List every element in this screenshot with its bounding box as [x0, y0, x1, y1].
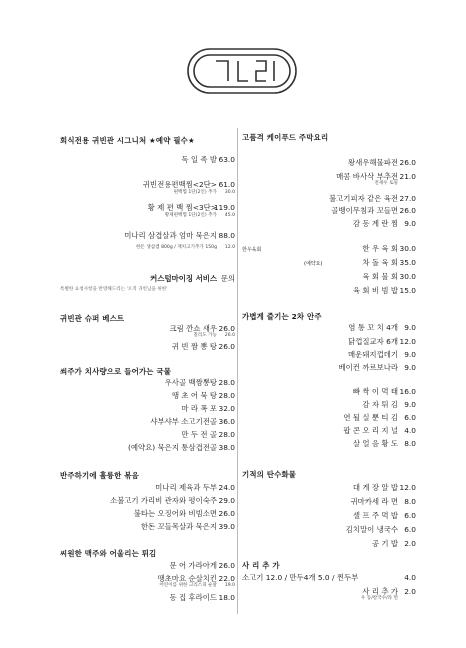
menu-item: 닭껍질교자 6개 12.0 — [348, 337, 416, 346]
menu-item: 땡 초 어 묵 탕 28.0 — [171, 391, 235, 400]
menu-item: 왕새우해물파전 26.0 — [348, 158, 416, 167]
menu-item: 염 통 꼬 치 4개 9.0 — [348, 323, 416, 332]
menu-item: 빠 싹 이 먹 태 16.0 — [352, 387, 416, 396]
menu-item: 우사골 백짬뽕탕 28.0 — [164, 378, 235, 387]
menu-item: 귀마카세 라 면 8.0 — [350, 497, 416, 506]
menu-item: 미나리 제육과 두부 24.0 — [155, 483, 235, 492]
menu-item: 불타는 오징어와 비빔소면 26.0 — [133, 509, 235, 518]
menu-item: 불고기피자 같은 육전 27.0 — [329, 194, 416, 203]
menu-item: 베이컨 까르보나라 9.0 — [338, 363, 416, 372]
menu-item: 귀 빈 짬 뽕 탕 26.0 — [171, 342, 235, 351]
section-title: 가볍게 즐기는 2차 안주 — [242, 312, 322, 321]
section-title: 씨원한 맥주와 어울리는 튀김 — [60, 549, 157, 558]
service-item: 커스텀마이징 서비스 문의 — [150, 274, 235, 283]
menu-item: 골뱅이무침과 꼬들면 26.0 — [331, 206, 416, 215]
extras-line: 소고기 12.0 / 만두4개 5.0 / 찐두부 4.0 — [242, 573, 416, 582]
service-note: 특별한 요청사항을 반영해드리는 '오직 귀빈님을 위한' — [60, 287, 168, 292]
menu-item: 셀 프 주 먹 밥 6.0 — [352, 511, 416, 520]
menu-page: 회식전용 귀빈관 시그니처 ★예약 필수★ 독 일 족 발 63.0 귀빈전용편백찜<2단> 61.0 편백찜 1단(2인) 추가 30.0 황 제 편 백 찜<3단> 119.0 황제편백찜 1단(2인) 추가 45.0 미나리 삼겹살과 엄마 묵은지 88.0 한돈 생삼겹 800g / 재치고기추가 150g 12.0 커스텀마이징 서비스 문의 특별한 요청사항을 반영해드리는 '오직 귀빈님을 위한' 귀빈관 슈퍼 베스트 크림 깐쇼 새우 26.0 칠리도 가능 26.0 귀 빈 짬 뽕 탕 26.0 쐬주가 치사량으로 들어가는 국물 우사골 백짬뽕탕 28.0 땡 초 어 묵 탕 28.0 마 라 폭 포 32.0 샤부샤부 소고기전골 36.0 만 두 전 골 28.0 (예약요) 묵은지 통삼겹전골 38.0 반주하기에 훌륭한 볶음 미나리 제육과 두부 24.0 소불고기 가리비 관자와 평이숙주 29.0 불타는 오징어와 비빔소면 26.0 한돈 꼬들목살과 묵은지 39.0 씨원한 맥주와 어울리는 튀김 문 어 가라아게 26.0 땡초마요 순살치킨 22.0 어린이를 위한 크리스피 순살 19.0 동 집 후라이드 18.0 고품격 케이푸드 주막요리 왕새우해물파전 26.0 매콤 바사삭 부추전 21.0 전새우 토핑 불고기피자 같은 육전 27.0 골뱅이무침과 꼬들면 26.0 감 동 계 란 찜 9.0 한우육회 한 우 육 회 30.0 차 돌 육 회 35.0 (예약요) 육 회 물 회 30.0 육 회 비 빔 밥 15.0 가볍게 즐기는 2차 안주 염 통 꼬 치 4개 9.0 닭껍질교자 6개 12.0 매운돼지껍데기 9.0 베이컨 까르보나라 9.0 빠 싹 이 먹 태 16.0 감 자 튀 김 9.0 연 될 실 뿐 티 김 6.0 팝 콘 오 리 지 널 4.0 살 얼 음 황 도 8.0 기적의 탄수화물 대 게 장 알 밥 12.0 귀마카세 라 면 8.0 셀 프 주 먹 밥 6.0 김치말이 냉국수 6.0 공 기 밥 2.0 사 리 추 가 소고기 12.0 / 만두4개 5.0 / 찐두부 4.0 사 리 추 가 2.0 우 동/칼국수/라 면 — [0, 0, 466, 648]
reservation-tag: (예약요) — [304, 261, 323, 267]
menu-item: 사 리 추 가 2.0 — [362, 587, 416, 596]
menu-item: 김치말이 냉국수 6.0 — [345, 525, 416, 534]
menu-item: 육 회 물 회 30.0 — [362, 272, 416, 281]
menu-item: (예약요) 묵은지 통삼겹전골 38.0 — [128, 443, 235, 452]
menu-item: 마 라 폭 포 32.0 — [181, 404, 235, 413]
menu-item: 미나리 삼겹살과 엄마 묵은지 88.0 — [124, 231, 235, 240]
menu-item: 문 어 가라아게 26.0 — [169, 561, 235, 570]
brand-logo — [186, 43, 298, 99]
menu-item: 만 두 전 골 28.0 — [181, 430, 235, 439]
menu-item: 감 자 튀 김 9.0 — [362, 400, 416, 409]
section-title: 반주하기에 훌륭한 볶음 — [60, 471, 139, 480]
menu-item: 육 회 비 빔 밥 15.0 — [352, 286, 416, 295]
section-title: 사 리 추 가 — [242, 561, 280, 570]
section-title: 귀빈관 슈퍼 베스트 — [60, 314, 125, 323]
category-tag: 한우육회 — [242, 247, 262, 253]
menu-item: 샤부샤부 소고기전골 36.0 — [150, 417, 235, 426]
menu-item: 동 집 후라이드 18.0 — [169, 593, 235, 602]
section-title: 기적의 탄수화물 — [242, 470, 297, 479]
menu-item: 살 얼 음 황 도 8.0 — [352, 439, 416, 448]
menu-item: 소불고기 가리비 관자와 평이숙주 29.0 — [109, 496, 235, 505]
menu-item: 차 돌 육 회 35.0 — [362, 258, 416, 267]
menu-item: 크림 깐쇼 새우 26.0 — [169, 324, 235, 333]
menu-item: 한 우 육 회 30.0 — [362, 244, 416, 253]
menu-item: 황 제 편 백 찜<3단> 119.0 — [147, 203, 235, 212]
menu-item: 연 될 실 뿐 티 김 6.0 — [343, 413, 416, 422]
menu-item: 매운돼지껍데기 9.0 — [348, 350, 416, 359]
menu-item: 한돈 꼬들목살과 묵은지 39.0 — [140, 522, 235, 531]
menu-item: 대 게 장 알 밥 12.0 — [352, 483, 416, 492]
menu-item: 공 기 밥 2.0 — [371, 539, 416, 548]
menu-item: 땡초마요 순살치킨 22.0 — [157, 574, 235, 583]
column-divider — [237, 128, 238, 614]
section-title: 고품격 케이푸드 주막요리 — [242, 133, 329, 142]
menu-item: 감 동 계 란 찜 9.0 — [352, 219, 416, 228]
menu-item: 팝 콘 오 리 지 널 4.0 — [343, 426, 416, 435]
menu-item: 매콤 바사삭 부추전 21.0 — [336, 172, 416, 181]
menu-item: 독 일 족 발 63.0 — [181, 155, 235, 164]
menu-item: 귀빈전용편백찜<2단> 61.0 — [142, 180, 235, 189]
section-title: 회식전용 귀빈관 시그니처 ★예약 필수★ — [60, 136, 195, 145]
section-title: 쐬주가 치사량으로 들어가는 국물 — [60, 367, 172, 376]
